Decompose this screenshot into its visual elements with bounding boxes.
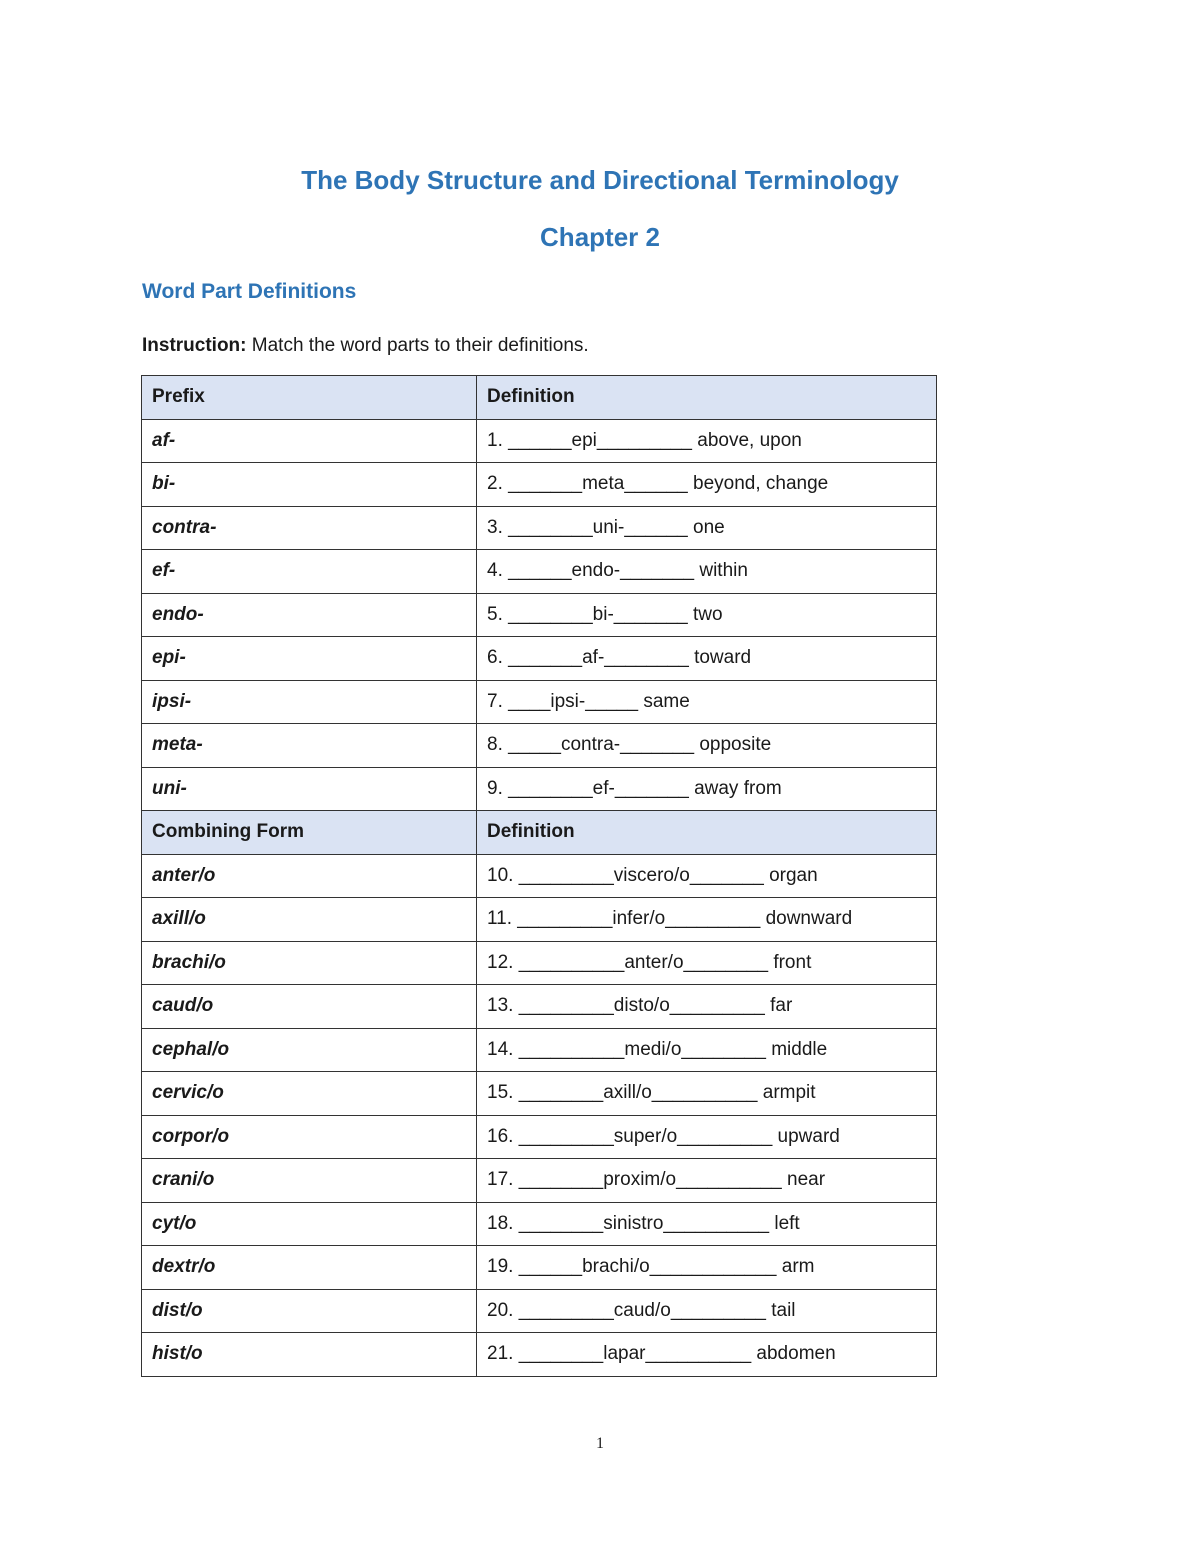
table-row <box>142 985 937 1029</box>
definition-cell: 8. _____contra-_______ opposite <box>477 724 937 768</box>
definition-cell: 12. __________anter/o________ front <box>477 941 937 985</box>
definition-cell: 21. ________lapar__________ abdomen <box>477 1333 937 1377</box>
definition-cell: 11. _________infer/o_________ downward <box>477 898 937 942</box>
table-row <box>142 680 937 724</box>
definition-cell: 18. ________sinistro__________ left <box>477 1202 937 1246</box>
word-part-cell: ipsi- <box>142 680 477 724</box>
definition-cell: 7. ____ipsi-_____ same <box>477 680 937 724</box>
table-header-row <box>142 376 937 420</box>
instruction-text: Match the word parts to their definitions. <box>246 335 589 356</box>
definition-cell: 5. ________bi-_______ two <box>477 593 937 637</box>
table-row <box>142 593 937 637</box>
page-number: 1 <box>596 1435 604 1452</box>
word-part-table <box>141 375 937 1377</box>
word-part-cell: bi- <box>142 463 477 507</box>
instruction-line <box>142 335 589 357</box>
table-row <box>142 419 937 463</box>
word-part-cell: ef- <box>142 550 477 594</box>
table-row <box>142 1072 937 1116</box>
word-part-cell: contra- <box>142 506 477 550</box>
table-row <box>142 550 937 594</box>
definition-cell: 2. _______meta______ beyond, change <box>477 463 937 507</box>
document-title: The Body Structure and Directional Terminology <box>301 165 899 195</box>
definition-cell: 10. _________viscero/o_______ organ <box>477 854 937 898</box>
definition-cell: 6. _______af-________ toward <box>477 637 937 681</box>
definition-cell: 1. ______epi_________ above, upon <box>477 419 937 463</box>
definition-cell: 15. ________axill/o__________ armpit <box>477 1072 937 1116</box>
table-row <box>142 1202 937 1246</box>
word-part-cell: corpor/o <box>142 1115 477 1159</box>
table-row <box>142 1159 937 1203</box>
table-row <box>142 1333 937 1377</box>
definition-cell: 9. ________ef-_______ away from <box>477 767 937 811</box>
definition-cell: 20. _________caud/o_________ tail <box>477 1289 937 1333</box>
word-part-cell: epi- <box>142 637 477 681</box>
word-part-cell: crani/o <box>142 1159 477 1203</box>
word-part-cell: caud/o <box>142 985 477 1029</box>
instruction-label: Instruction: <box>142 335 247 356</box>
table-row <box>142 463 937 507</box>
table-row <box>142 506 937 550</box>
word-part-table-body <box>142 376 937 1377</box>
table-row <box>142 1115 937 1159</box>
word-part-cell: uni- <box>142 767 477 811</box>
chapter-heading: Chapter 2 <box>540 222 660 252</box>
table-row <box>142 1289 937 1333</box>
table-row <box>142 941 937 985</box>
definition-cell: 17. ________proxim/o__________ near <box>477 1159 937 1203</box>
word-part-cell: hist/o <box>142 1333 477 1377</box>
table-row <box>142 1246 937 1290</box>
section-heading: Word Part Definitions <box>142 280 357 303</box>
definition-cell: 19. ______brachi/o____________ arm <box>477 1246 937 1290</box>
definition-cell: 3. ________uni-______ one <box>477 506 937 550</box>
word-part-cell: cephal/o <box>142 1028 477 1072</box>
table-row <box>142 898 937 942</box>
column-header-term: Combining Form <box>142 811 477 855</box>
word-part-cell: endo- <box>142 593 477 637</box>
column-header-definition: Definition <box>477 811 937 855</box>
table-header-row <box>142 811 937 855</box>
definition-cell: 13. _________disto/o_________ far <box>477 985 937 1029</box>
word-part-cell: dist/o <box>142 1289 477 1333</box>
table-row <box>142 637 937 681</box>
table-row <box>142 767 937 811</box>
word-part-cell: axill/o <box>142 898 477 942</box>
word-part-cell: cyt/o <box>142 1202 477 1246</box>
word-part-cell: dextr/o <box>142 1246 477 1290</box>
word-part-cell: brachi/o <box>142 941 477 985</box>
definition-cell: 16. _________super/o_________ upward <box>477 1115 937 1159</box>
word-part-cell: cervic/o <box>142 1072 477 1116</box>
table-row <box>142 1028 937 1072</box>
word-part-cell: anter/o <box>142 854 477 898</box>
table-row <box>142 724 937 768</box>
definition-cell: 4. ______endo-_______ within <box>477 550 937 594</box>
word-part-cell: af- <box>142 419 477 463</box>
word-part-cell: meta- <box>142 724 477 768</box>
table-row <box>142 854 937 898</box>
column-header-definition: Definition <box>477 376 937 420</box>
definition-cell: 14. __________medi/o________ middle <box>477 1028 937 1072</box>
column-header-term: Prefix <box>142 376 477 420</box>
